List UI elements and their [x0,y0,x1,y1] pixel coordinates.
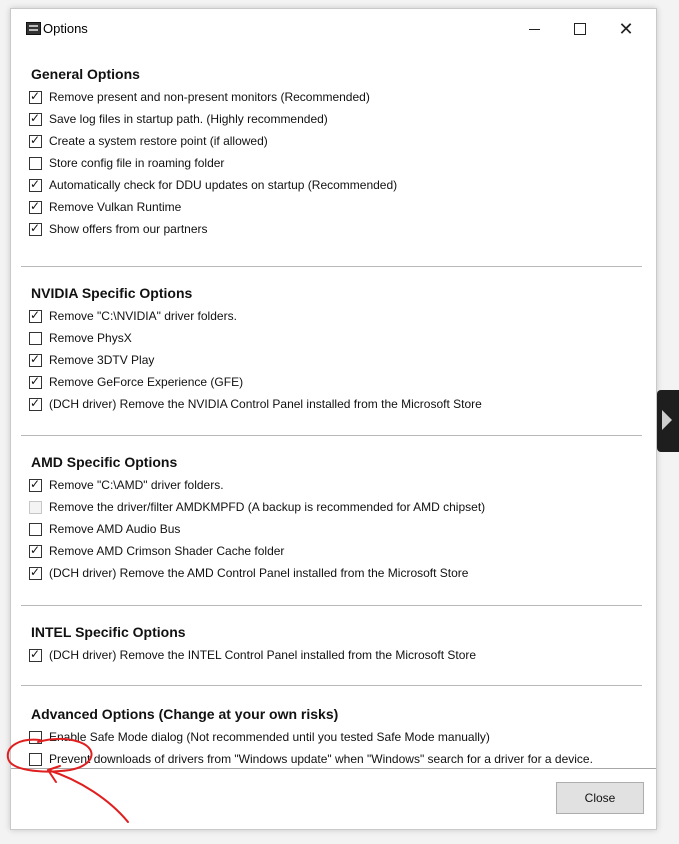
option-label: (DCH driver) Remove the AMD Control Panel installed from the Microsoft Store [49,566,469,580]
option-label: Save log files in startup path. (Highly recommended) [49,112,328,126]
checkbox[interactable] [29,545,42,558]
checkbox[interactable] [29,753,42,766]
arrow-right-icon [662,410,672,430]
option-label: (DCH driver) Remove the INTEL Control Panel installed from the Microsoft Store [49,648,477,662]
option-advanced-0[interactable] [29,728,490,746]
option-general-6[interactable] [29,220,208,238]
option-label: Automatically check for DDU updates on startup (Recommended) [49,178,398,192]
close-window-button[interactable] [603,13,649,45]
option-label: Remove GeForce Experience (GFE) [49,375,244,389]
option-label: Prevent downloads of drivers from "Windows update" when "Windows" search for a driver for a device. [49,752,593,766]
option-label: Remove present and non-present monitors (Recommended) [49,90,370,104]
options-window [10,8,657,830]
dialog-footer [11,768,656,829]
checkbox[interactable] [29,201,42,214]
checkbox[interactable] [29,479,42,492]
checkbox[interactable] [29,567,42,580]
checkbox[interactable] [29,223,42,236]
option-label: Create a system restore point (if allowed) [49,134,268,148]
section-title-amd: AMD Specific Options [31,454,178,470]
checkbox[interactable] [29,731,42,744]
option-general-1[interactable] [29,110,328,128]
section-divider [21,685,642,686]
app-icon [26,22,41,35]
option-general-4[interactable] [29,176,397,194]
option-label: (DCH driver) Remove the NVIDIA Control Panel installed from the Microsoft Store [49,397,482,411]
option-nvidia-1[interactable] [29,329,132,347]
minimize-button[interactable] [511,13,557,45]
option-nvidia-0[interactable] [29,307,237,325]
checkbox[interactable] [29,501,42,514]
title-bar[interactable] [11,9,656,49]
option-label: Remove 3DTV Play [49,353,155,367]
option-amd-3[interactable] [29,542,284,560]
maximize-button[interactable] [557,13,603,45]
section-title-advanced: Advanced Options (Change at your own risks) [31,706,339,722]
option-amd-1[interactable] [29,498,485,516]
checkbox[interactable] [29,523,42,536]
option-amd-0[interactable] [29,476,224,494]
checkbox[interactable] [29,179,42,192]
options-content [11,49,656,769]
option-label: Enable Safe Mode dialog (Not recommended until you tested Safe Mode manually) [49,730,490,744]
checkbox[interactable] [29,649,42,662]
option-label: Remove the driver/filter AMDKMPFD (A backup is recommended for AMD chipset) [49,500,486,514]
window-title: Options [43,21,88,36]
checkbox[interactable] [29,354,42,367]
maximize-icon [574,23,586,35]
section-title-intel: INTEL Specific Options [31,624,186,640]
section-divider [21,605,642,606]
option-general-5[interactable] [29,198,181,216]
section-divider [21,266,642,267]
checkbox[interactable] [29,157,42,170]
option-label: Remove PhysX [49,331,132,345]
option-label: Remove AMD Crimson Shader Cache folder [49,544,285,558]
option-nvidia-4[interactable] [29,395,482,413]
option-label: Remove Vulkan Runtime [49,200,182,214]
close-icon: ✕ [618,18,634,39]
section-title-general: General Options [31,66,140,82]
option-general-2[interactable] [29,132,268,150]
option-general-3[interactable] [29,154,224,172]
minimize-icon [529,29,540,30]
option-nvidia-3[interactable] [29,373,243,391]
option-label: Remove AMD Audio Bus [49,522,181,536]
checkbox[interactable] [29,332,42,345]
section-divider [21,435,642,436]
close-button[interactable]: Close [556,782,644,814]
checkbox[interactable] [29,91,42,104]
option-nvidia-2[interactable] [29,351,154,369]
option-general-0[interactable] [29,88,370,106]
option-amd-2[interactable] [29,520,180,538]
option-intel-0[interactable] [29,646,476,664]
checkbox[interactable] [29,398,42,411]
section-title-nvidia: NVIDIA Specific Options [31,285,193,301]
checkbox[interactable] [29,113,42,126]
option-amd-4[interactable] [29,564,468,582]
option-label: Remove "C:\AMD" driver folders. [49,478,224,492]
option-advanced-1[interactable] [29,750,593,768]
option-label: Show offers from our partners [49,222,208,236]
checkbox[interactable] [29,376,42,389]
checkbox[interactable] [29,310,42,323]
option-label: Store config file in roaming folder [49,156,225,170]
checkbox[interactable] [29,135,42,148]
option-label: Remove "C:\NVIDIA" driver folders. [49,309,237,323]
